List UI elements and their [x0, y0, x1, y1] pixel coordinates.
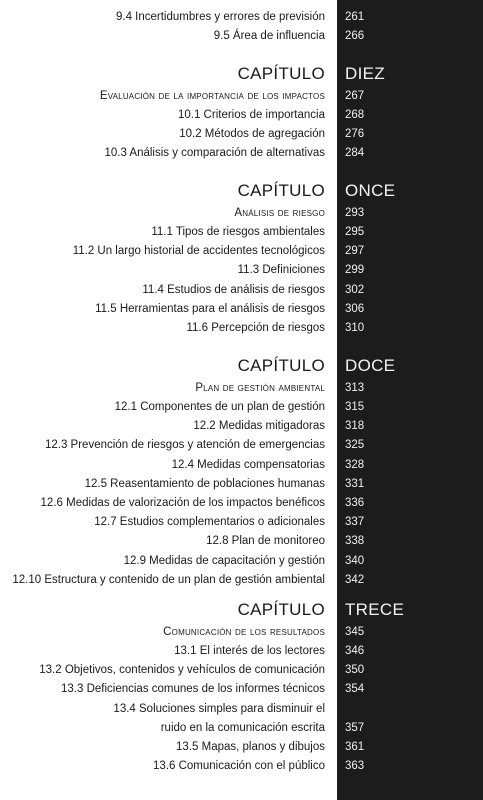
- section-heading-row: [0, 204, 483, 222]
- entry-title: 12.6 Medidas de valorización de los impactos benéficos: [40, 497, 325, 509]
- page-number: 302: [345, 283, 365, 296]
- entry-title: 12.8 Plan de monitoreo: [206, 535, 325, 548]
- page-number: 331: [345, 477, 365, 490]
- toc-entry: [0, 513, 483, 531]
- page-number: 340: [345, 554, 365, 567]
- page-number: 318: [345, 420, 365, 433]
- page-number: 297: [345, 245, 365, 258]
- toc-entry: [0, 642, 483, 660]
- page-number: 346: [345, 645, 365, 657]
- chapter-number: TRECE: [345, 600, 405, 619]
- toc-entry: [0, 532, 483, 550]
- entry-title: 9.4 Incertidumbres y errores de previsión: [115, 11, 325, 23]
- entry-title: 12.2 Medidas mitigadoras: [193, 420, 325, 433]
- toc-entry: [0, 571, 483, 589]
- entry-title: 12.1 Componentes de un plan de gestión: [114, 401, 325, 413]
- toc-entry: [0, 494, 483, 512]
- page-number: 350: [345, 664, 365, 677]
- page-number: 299: [345, 264, 365, 277]
- page-number: 338: [345, 535, 365, 548]
- entry-title: 12.10 Estructura y contenido de un plan de gestión ambiental: [12, 573, 325, 586]
- page-number: 325: [345, 439, 365, 452]
- entry-title: 11.2 Un largo historial de accidentes tecnológicos: [72, 245, 325, 258]
- entry-title: 13.2 Objetivos, contenidos y vehículos de comunicación: [39, 664, 325, 677]
- toc-entry: [0, 300, 483, 318]
- page-number: 276: [345, 128, 365, 141]
- toc-entry: [0, 552, 483, 570]
- page-number: 267: [345, 90, 365, 102]
- page-number: 266: [345, 30, 365, 43]
- page-number: 345: [345, 626, 365, 638]
- toc-entry: [0, 242, 483, 260]
- chapter-number: DOCE: [345, 356, 396, 375]
- toc-entry: [0, 261, 483, 279]
- entry-title: 12.7 Estudios complementarios o adicionales: [94, 516, 325, 529]
- section-title: Comunicación de los resultados: [163, 626, 325, 638]
- entry-title: ruido en la comunicación escrita: [160, 721, 325, 734]
- entry-title: 12.4 Medidas compensatorias: [171, 458, 325, 471]
- section-heading-row: [0, 379, 483, 397]
- page-number: 310: [345, 322, 365, 334]
- entry-title: 12.5 Reasentamiento de poblaciones humanas: [84, 477, 325, 490]
- toc-entry: [0, 106, 483, 124]
- entry-title: 10.2 Métodos de agregación: [179, 128, 325, 141]
- toc-entry: [0, 223, 483, 241]
- page-number: 336: [345, 497, 365, 509]
- page-number: 313: [345, 382, 365, 394]
- section-title: Análisis de riesgo: [234, 207, 325, 219]
- chapter-label: CAPÍTULO: [237, 64, 325, 83]
- entry-title: 13.5 Mapas, planos y dibujos: [176, 741, 325, 753]
- toc-entry: [0, 417, 483, 435]
- toc-entry: [0, 700, 483, 718]
- entry-title: 10.3 Análisis y comparación de alternativas: [104, 147, 325, 160]
- page-number: 284: [345, 147, 365, 160]
- page-number: 337: [345, 516, 365, 529]
- section-title: Plan de gestión ambiental: [195, 382, 325, 394]
- page-number: 293: [345, 207, 365, 219]
- toc-entry: [0, 319, 483, 337]
- section-title: Evaluación de la importancia de los impactos: [99, 90, 325, 102]
- page-number: 354: [345, 683, 365, 696]
- toc-entry: [0, 27, 483, 45]
- toc-entry: [0, 456, 483, 474]
- page-number: 363: [345, 760, 365, 773]
- page-number: 268: [345, 109, 365, 121]
- entry-title: 10.1 Criterios de importancia: [177, 109, 325, 121]
- chapter-label: CAPÍTULO: [237, 181, 325, 200]
- toc-entry: [0, 719, 483, 737]
- page-number: 306: [345, 302, 365, 315]
- page-number: 342: [345, 573, 365, 586]
- entry-title: 12.3 Prevención de riesgos y atención de emergencias: [44, 439, 325, 452]
- toc-entry: [0, 680, 483, 698]
- section-heading-row: [0, 623, 483, 641]
- entry-title: 13.1 El interés de los lectores: [174, 645, 325, 657]
- entry-title: 13.3 Deficiencias comunes de los informes técnicos: [61, 683, 325, 696]
- page-number: 328: [345, 458, 365, 471]
- page-number: 357: [345, 721, 365, 734]
- toc-entry: [0, 144, 483, 162]
- entry-title: 11.1 Tipos de riesgos ambientales: [151, 226, 325, 238]
- toc-entry: [0, 475, 483, 493]
- entry-title: 9.5 Área de influencia: [213, 30, 325, 43]
- toc-entry: [0, 125, 483, 143]
- entry-title: 11.6 Percepción de riesgos: [186, 322, 325, 334]
- chapter-label: CAPÍTULO: [237, 356, 325, 375]
- page-number: 361: [345, 741, 365, 753]
- toc-entry: [0, 8, 483, 26]
- toc-entry: [0, 398, 483, 416]
- section-heading-row: [0, 87, 483, 105]
- page-number: 315: [345, 401, 365, 413]
- toc-entry: [0, 738, 483, 756]
- toc-entry: [0, 661, 483, 679]
- toc-entry: [0, 757, 483, 775]
- chapter-number: DIEZ: [345, 64, 385, 83]
- entry-title: 11.3 Definiciones: [237, 264, 325, 277]
- chapter-label: CAPÍTULO: [237, 600, 325, 619]
- entry-title: 12.9 Medidas de capacitación y gestión: [123, 554, 325, 567]
- page-number: 261: [345, 11, 365, 23]
- toc-entry: [0, 436, 483, 454]
- entry-title: 13.4 Soluciones simples para disminuir el: [113, 702, 325, 715]
- chapter-number: ONCE: [345, 181, 396, 200]
- toc-entry: [0, 281, 483, 299]
- entry-title: 11.4 Estudios de análisis de riesgos: [142, 283, 325, 296]
- entry-title: 13.6 Comunicación con el público: [153, 760, 325, 773]
- entry-title: 11.5 Herramientas para el análisis de riesgos: [95, 302, 325, 315]
- page-number: 295: [345, 226, 365, 238]
